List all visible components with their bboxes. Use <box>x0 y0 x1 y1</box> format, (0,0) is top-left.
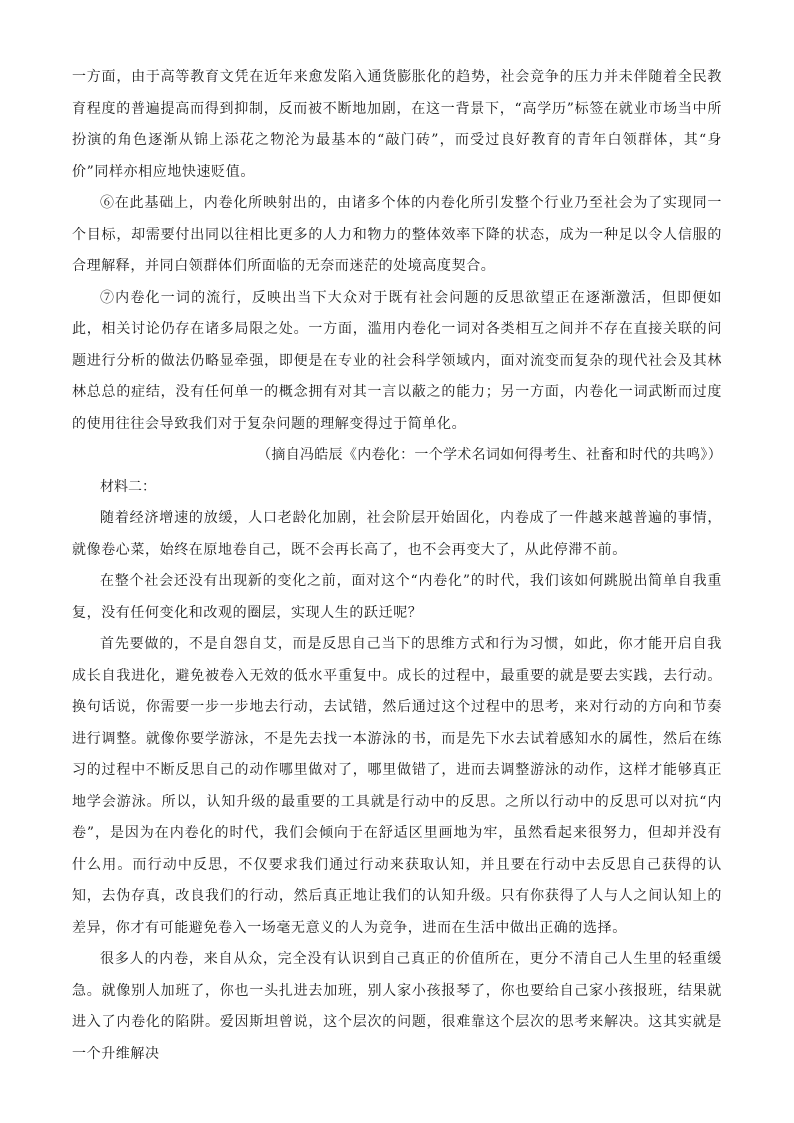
paragraph-7: ⑦内卷化一词的流行，反映出当下大众对于既有社会问题的反思欲望正在逐渐激活，但即便如此，相关讨论仍存在诸多局限之处。一方面，滥用内卷化一词对各类相互之间并不存在直接关联的问题进行分析的做法仍略显牵强，即便是在专业的社会科学领域内，面对流变而复杂的现代社会及其林林总总的症结，没有任何单一的概念拥有对其一言以蔽之的能力；另一方面，内卷化一词武断而过度的使用往往会导致我们对于复杂问题的理解变得过于简单化。 <box>72 289 722 432</box>
paragraph-continuation: 一方面，由于高等教育文凭在近年来愈发陷入通货膨胀化的趋势，社会竞争的压力并未伴随着全民教育程度的普遍提高而得到抑制，反而被不断地加剧，在这一背景下，“高学历”标签在就业市场当中所扮演的角色逐渐从锦上添花之物沦为最基本的“敲门砖”，而受过良好教育的青年白领群体，其“身价”同样亦相应地快速贬值。 <box>72 69 722 180</box>
material-2-label: 材料二： <box>100 478 156 495</box>
material-2-paragraph-4: 很多人的内卷，来自从众，完全没有认识到自己真正的价值所在，更分不清自己人生里的轻重缓急。就像别人加班了，你也一头扎进去加班，别人家小孩报琴了，你也要给自己家小孩报班，结果就进入了内卷化的陷阱。爱因斯坦曾说，这个层次的问题，很难靠这个层次的思考来解决。这其实就是一个升维解决 <box>72 951 722 1062</box>
source-citation: （摘自冯皓辰《内卷化：一个学术名词如何得考生、社畜和时代的共鸣》） <box>257 447 722 463</box>
document-page <box>72 62 722 1070</box>
paragraph-6: ⑥在此基础上，内卷化所映射出的，由诸多个体的内卷化所引发整个行业乃至社会为了实现同一个目标，却需要付出同以往相比更多的人力和物力的整体效率下降的状态，成为一种足以令人信服的合理解释，并同白领群体们所面临的无奈而迷茫的处境高度契合。 <box>72 195 722 274</box>
material-2-paragraph-1: 随着经济增速的放缓，人口老龄化加剧，社会阶层开始固化，内卷成了一件越来越普遍的事情，就像卷心菜，始终在原地卷自己，既不会再长高了，也不会再变大了，从此停滞不前。 <box>72 510 722 558</box>
material-2-paragraph-2: 在整个社会还没有出现新的变化之前，面对这个“内卷化”的时代，我们该如何跳脱出简单自我重复，没有任何变化和改观的圈层，实现人生的跃迁呢？ <box>72 573 722 621</box>
material-2-paragraph-3: 首先要做的，不是自怨自艾，而是反思自己当下的思维方式和行为习惯，如此，你才能开启自我成长自我进化，避免被卷入无效的低水平重复中。成长的过程中，最重要的就是要去实践，去行动。换句话说，你需要一步一步地去行动，去试错，然后通过这个过程中的思考，来对行动的方向和节奏进行调整。就像你要学游泳，不是先去找一本游泳的书，而是先下水去试着感知水的属性，然后在练习的过程中不断反思自己的动作哪里做对了，哪里做错了，进而去调整游泳的动作，这样才能够真正地学会游泳。所以，认知升级的最重要的工具就是行动中的反思。之所以行动中的反思可以对抗“内卷”，是因为在内卷化的时代，我们会倾向于在舒适区里画地为牢，虽然看起来很努力，但却并没有什么用。而行动中反思，不仅要求我们通过行动来获取认知，并且要在行动中去反思自己获得的认知，去伪存真，改良我们的行动，然后真正地让我们的认知升级。只有你获得了人与人之间认知上的差异，你才有可能避免卷入一场毫无意义的人为竞争，进而在生活中做出正确的选择。 <box>72 636 722 936</box>
